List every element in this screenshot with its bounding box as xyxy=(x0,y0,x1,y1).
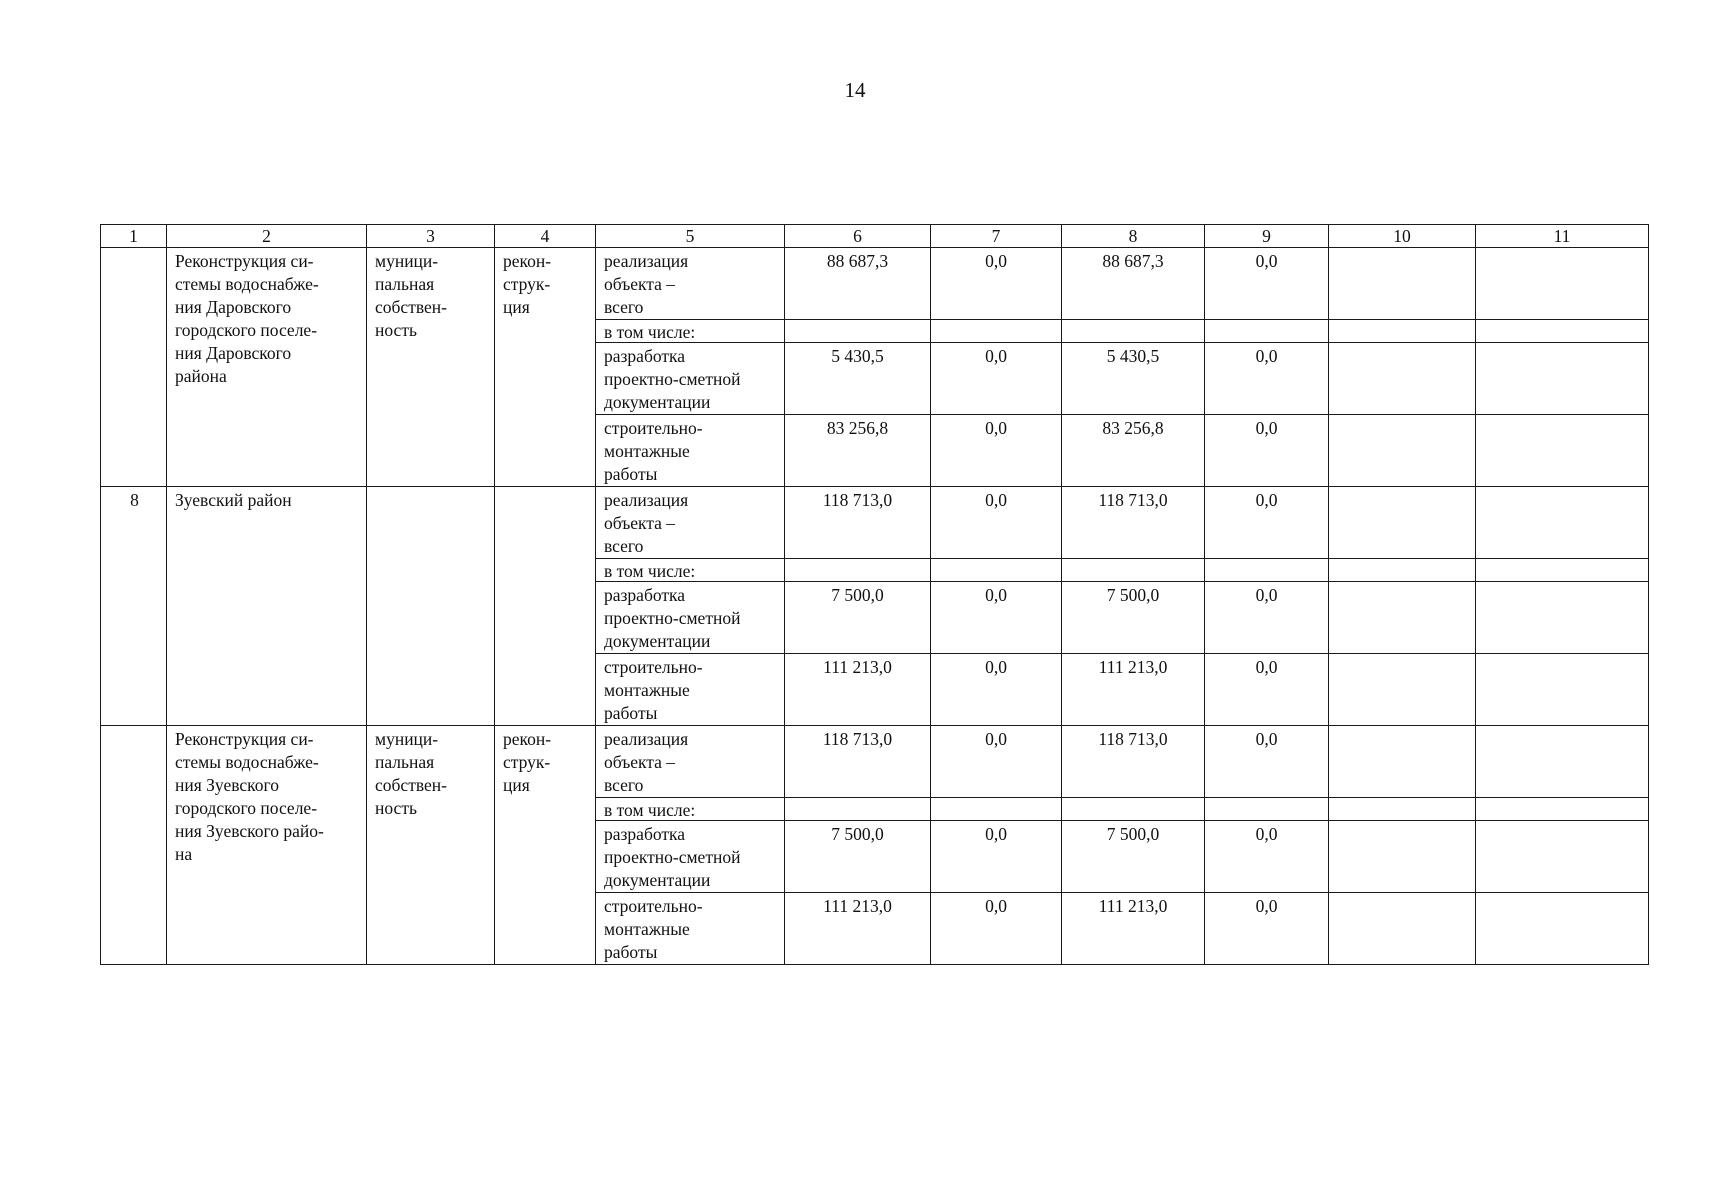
value-cell-11 xyxy=(1476,821,1649,893)
value-cell-7: 0,0 xyxy=(931,821,1062,893)
value-cell-6: 111 213,0 xyxy=(785,893,931,965)
table-body xyxy=(101,248,1649,965)
page-number: 14 xyxy=(844,78,866,102)
value-cell-9: 0,0 xyxy=(1205,821,1329,893)
value-cell-6: 7 500,0 xyxy=(785,582,931,654)
ownership-cell: муници- пальная собствен- ность xyxy=(367,248,495,487)
value-cell-9 xyxy=(1205,559,1329,582)
work-type-cell: рекон- струк- ция xyxy=(495,726,596,965)
value-cell-8 xyxy=(1062,320,1205,343)
column-header: 8 xyxy=(1062,225,1205,248)
value-cell-7 xyxy=(931,559,1062,582)
value-cell-7: 0,0 xyxy=(931,415,1062,487)
value-cell-10 xyxy=(1329,487,1476,559)
value-cell-7: 0,0 xyxy=(931,654,1062,726)
column-number-row xyxy=(101,225,1649,248)
value-cell-10 xyxy=(1329,893,1476,965)
value-cell-11 xyxy=(1476,726,1649,798)
value-cell-7: 0,0 xyxy=(931,343,1062,415)
value-cell-6: 5 430,5 xyxy=(785,343,931,415)
value-cell-9: 0,0 xyxy=(1205,248,1329,320)
value-cell-10 xyxy=(1329,415,1476,487)
value-cell-8: 118 713,0 xyxy=(1062,487,1205,559)
value-cell-10 xyxy=(1329,821,1476,893)
stage-cell: разработка проектно-сметной документации xyxy=(596,821,785,893)
value-cell-10 xyxy=(1329,726,1476,798)
value-cell-11 xyxy=(1476,415,1649,487)
value-cell-6: 118 713,0 xyxy=(785,726,931,798)
value-cell-7: 0,0 xyxy=(931,487,1062,559)
work-type-cell: рекон- струк- ция xyxy=(495,248,596,487)
column-header: 3 xyxy=(367,225,495,248)
value-cell-8: 118 713,0 xyxy=(1062,726,1205,798)
object-name-cell: Реконструкция си- стемы водоснабже- ния Зуевского городского поселе- ния Зуевского райо- на xyxy=(167,726,367,965)
value-cell-9: 0,0 xyxy=(1205,726,1329,798)
stage-cell: разработка проектно-сметной документации xyxy=(596,582,785,654)
value-cell-10 xyxy=(1329,798,1476,821)
value-cell-11 xyxy=(1476,487,1649,559)
value-cell-11 xyxy=(1476,343,1649,415)
value-cell-10 xyxy=(1329,343,1476,415)
value-cell-9 xyxy=(1205,798,1329,821)
value-cell-6: 83 256,8 xyxy=(785,415,931,487)
column-header: 1 xyxy=(101,225,167,248)
column-header: 11 xyxy=(1476,225,1649,248)
value-cell-6 xyxy=(785,559,931,582)
value-cell-10 xyxy=(1329,320,1476,343)
value-cell-8: 7 500,0 xyxy=(1062,821,1205,893)
value-cell-7 xyxy=(931,798,1062,821)
value-cell-6 xyxy=(785,798,931,821)
value-cell-6: 7 500,0 xyxy=(785,821,931,893)
value-cell-8 xyxy=(1062,559,1205,582)
value-cell-9: 0,0 xyxy=(1205,582,1329,654)
stage-cell: реализация объекта – всего xyxy=(596,726,785,798)
value-cell-10 xyxy=(1329,654,1476,726)
value-cell-7: 0,0 xyxy=(931,893,1062,965)
value-cell-9: 0,0 xyxy=(1205,415,1329,487)
table-row xyxy=(101,726,1649,798)
value-cell-11 xyxy=(1476,654,1649,726)
stage-cell: в том числе: xyxy=(596,320,785,343)
value-cell-6 xyxy=(785,320,931,343)
value-cell-7: 0,0 xyxy=(931,248,1062,320)
value-cell-9: 0,0 xyxy=(1205,343,1329,415)
object-name-cell: Реконструкция си- стемы водоснабже- ния Даровского городского поселе- ния Даровского района xyxy=(167,248,367,487)
value-cell-8: 5 430,5 xyxy=(1062,343,1205,415)
column-header: 5 xyxy=(596,225,785,248)
stage-cell: строительно- монтажные работы xyxy=(596,415,785,487)
value-cell-11 xyxy=(1476,559,1649,582)
stage-cell: в том числе: xyxy=(596,798,785,821)
stage-cell: в том числе: xyxy=(596,559,785,582)
row-number-cell: 8 xyxy=(101,487,167,726)
value-cell-11 xyxy=(1476,320,1649,343)
row-number-cell xyxy=(101,726,167,965)
value-cell-11 xyxy=(1476,798,1649,821)
ownership-cell: муници- пальная собствен- ность xyxy=(367,726,495,965)
value-cell-9: 0,0 xyxy=(1205,654,1329,726)
value-cell-8 xyxy=(1062,798,1205,821)
stage-cell: строительно- монтажные работы xyxy=(596,654,785,726)
value-cell-6: 111 213,0 xyxy=(785,654,931,726)
ownership-cell xyxy=(367,487,495,726)
column-header: 4 xyxy=(495,225,596,248)
value-cell-8: 111 213,0 xyxy=(1062,654,1205,726)
value-cell-10 xyxy=(1329,582,1476,654)
column-header: 2 xyxy=(167,225,367,248)
value-cell-8: 83 256,8 xyxy=(1062,415,1205,487)
value-cell-7: 0,0 xyxy=(931,582,1062,654)
budget-table xyxy=(100,224,1649,965)
column-header: 9 xyxy=(1205,225,1329,248)
column-header: 10 xyxy=(1329,225,1476,248)
table-row xyxy=(101,487,1649,559)
row-number-cell xyxy=(101,248,167,487)
stage-cell: разработка проектно-сметной документации xyxy=(596,343,785,415)
column-header: 7 xyxy=(931,225,1062,248)
value-cell-7 xyxy=(931,320,1062,343)
value-cell-11 xyxy=(1476,582,1649,654)
object-name-cell: Зуевский район xyxy=(167,487,367,726)
value-cell-6: 118 713,0 xyxy=(785,487,931,559)
value-cell-9 xyxy=(1205,320,1329,343)
value-cell-8: 88 687,3 xyxy=(1062,248,1205,320)
value-cell-8: 111 213,0 xyxy=(1062,893,1205,965)
column-header: 6 xyxy=(785,225,931,248)
value-cell-9: 0,0 xyxy=(1205,893,1329,965)
stage-cell: строительно- монтажные работы xyxy=(596,893,785,965)
value-cell-11 xyxy=(1476,893,1649,965)
table-row xyxy=(101,248,1649,320)
work-type-cell xyxy=(495,487,596,726)
value-cell-6: 88 687,3 xyxy=(785,248,931,320)
value-cell-10 xyxy=(1329,559,1476,582)
value-cell-10 xyxy=(1329,248,1476,320)
stage-cell: реализация объекта – всего xyxy=(596,487,785,559)
value-cell-11 xyxy=(1476,248,1649,320)
stage-cell: реализация объекта – всего xyxy=(596,248,785,320)
value-cell-8: 7 500,0 xyxy=(1062,582,1205,654)
value-cell-9: 0,0 xyxy=(1205,487,1329,559)
value-cell-7: 0,0 xyxy=(931,726,1062,798)
